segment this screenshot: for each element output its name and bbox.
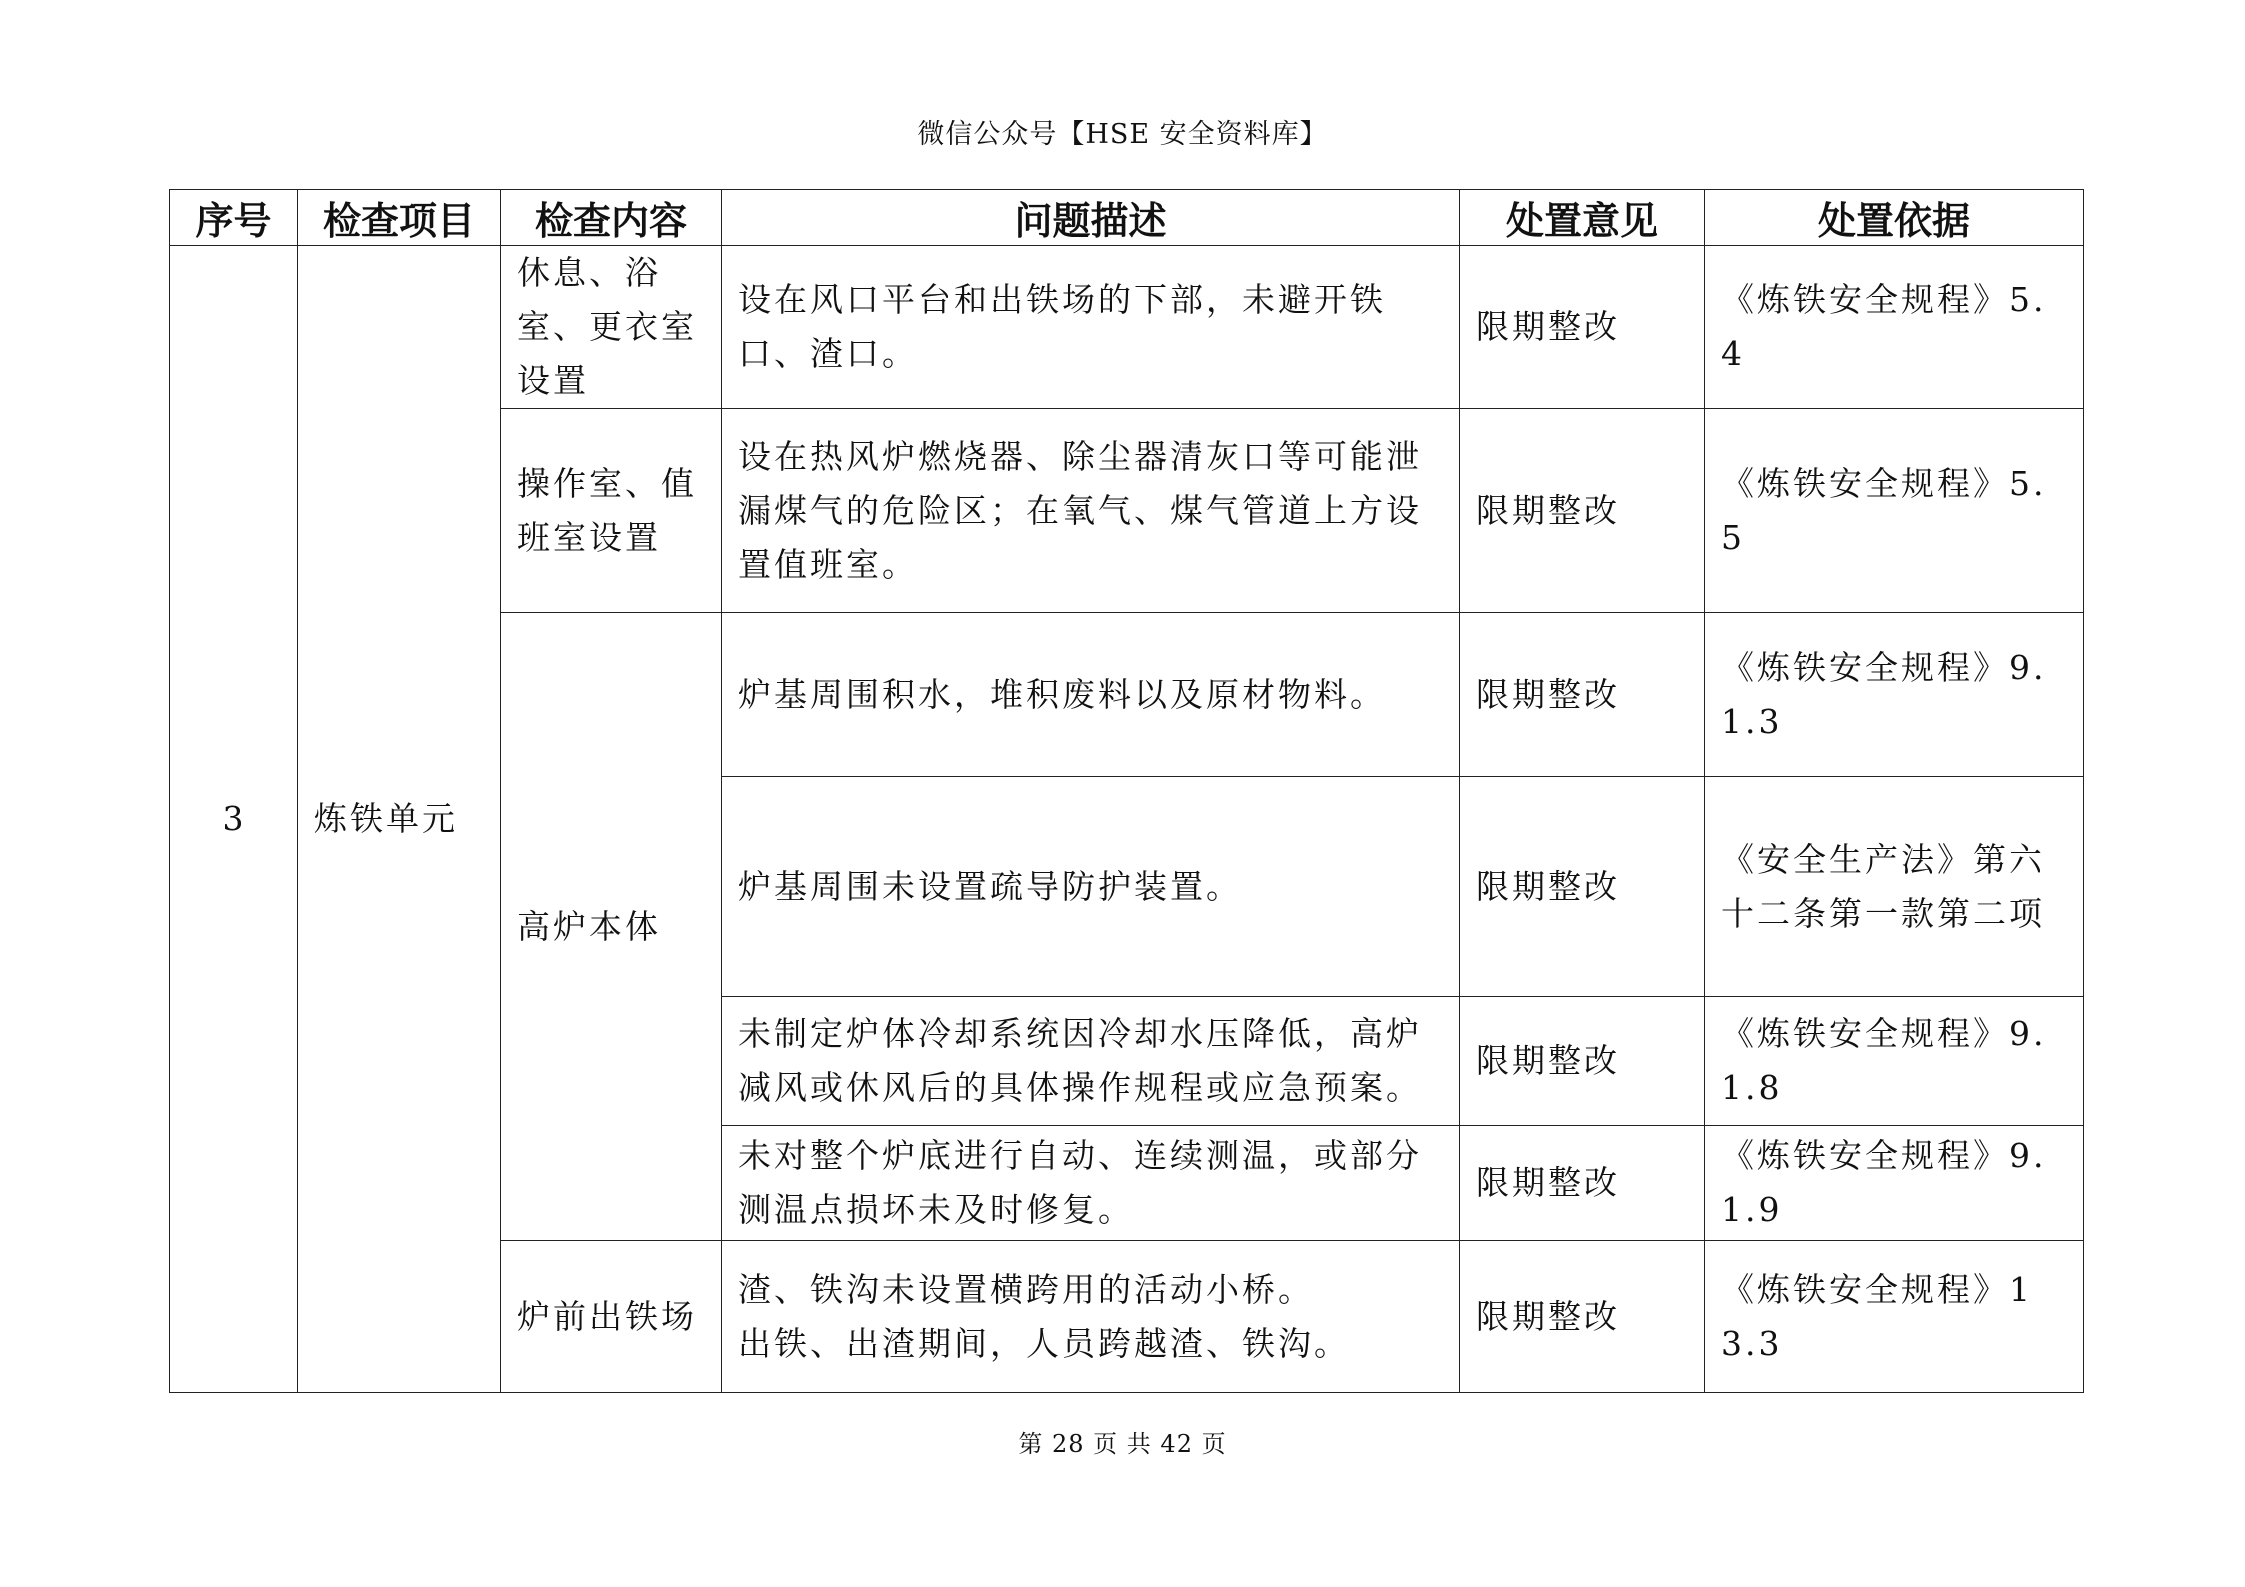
disposal-basis: 《炼铁安全规程》13.3: [1705, 1241, 2084, 1393]
disposal-opinion: 限期整改: [1460, 246, 1705, 409]
inspection-table: [169, 189, 2084, 1393]
header-check-item: 检查项目: [298, 190, 501, 246]
problem-description: 炉基周围未设置疏导防护装置。: [722, 777, 1460, 997]
problem-line: 出铁、出渣期间，人员跨越渣、铁沟。: [738, 1323, 1350, 1363]
check-content: 高炉本体: [501, 613, 722, 1241]
disposal-opinion: 限期整改: [1460, 1241, 1705, 1393]
check-content: 休息、浴室、更衣室设置: [501, 246, 722, 409]
check-content: 炉前出铁场: [501, 1241, 722, 1393]
page-footer: 第 28 页 共 42 页: [1018, 1430, 1227, 1458]
check-content: 操作室、值班室设置: [501, 409, 722, 613]
disposal-basis: 《炼铁安全规程》9.1.8: [1705, 997, 2084, 1126]
check-item: 炼铁单元: [298, 246, 501, 1393]
header-number: 序号: [170, 190, 298, 246]
problem-description: 炉基周围积水，堆积废料以及原材物料。: [722, 613, 1460, 777]
disposal-basis: 《安全生产法》第六十二条第一款第二项: [1705, 777, 2084, 997]
header-opinion: 处置意见: [1460, 190, 1705, 246]
table-row: [170, 246, 2084, 409]
header-check-content: 检查内容: [501, 190, 722, 246]
disposal-opinion: 限期整改: [1460, 613, 1705, 777]
problem-description: 未对整个炉底进行自动、连续测温，或部分测温点损坏未及时修复。: [722, 1126, 1460, 1241]
table-header-row: [170, 190, 2084, 246]
header-problem: 问题描述: [722, 190, 1460, 246]
disposal-basis: 《炼铁安全规程》5.5: [1705, 409, 2084, 613]
disposal-opinion: 限期整改: [1460, 1126, 1705, 1241]
problem-description: 设在热风炉燃烧器、除尘器清灰口等可能泄漏煤气的危险区；在氧气、煤气管道上方设置值班室。: [722, 409, 1460, 613]
disposal-opinion: 限期整改: [1460, 777, 1705, 997]
problem-description: [722, 1241, 1460, 1393]
disposal-basis: 《炼铁安全规程》9.1.3: [1705, 613, 2084, 777]
disposal-opinion: 限期整改: [1460, 997, 1705, 1126]
disposal-basis: 《炼铁安全规程》5.4: [1705, 246, 2084, 409]
row-number: 3: [170, 246, 298, 1393]
page-header: 微信公众号【HSE 安全资料库】: [917, 119, 1328, 150]
problem-line: 渣、铁沟未设置横跨用的活动小桥。: [738, 1269, 1314, 1309]
header-basis: 处置依据: [1705, 190, 2084, 246]
problem-description: 未制定炉体冷却系统因冷却水压降低，高炉减风或休风后的具体操作规程或应急预案。: [722, 997, 1460, 1126]
disposal-opinion: 限期整改: [1460, 409, 1705, 613]
disposal-basis: 《炼铁安全规程》9.1.9: [1705, 1126, 2084, 1241]
problem-description: 设在风口平台和出铁场的下部，未避开铁口、渣口。: [722, 246, 1460, 409]
